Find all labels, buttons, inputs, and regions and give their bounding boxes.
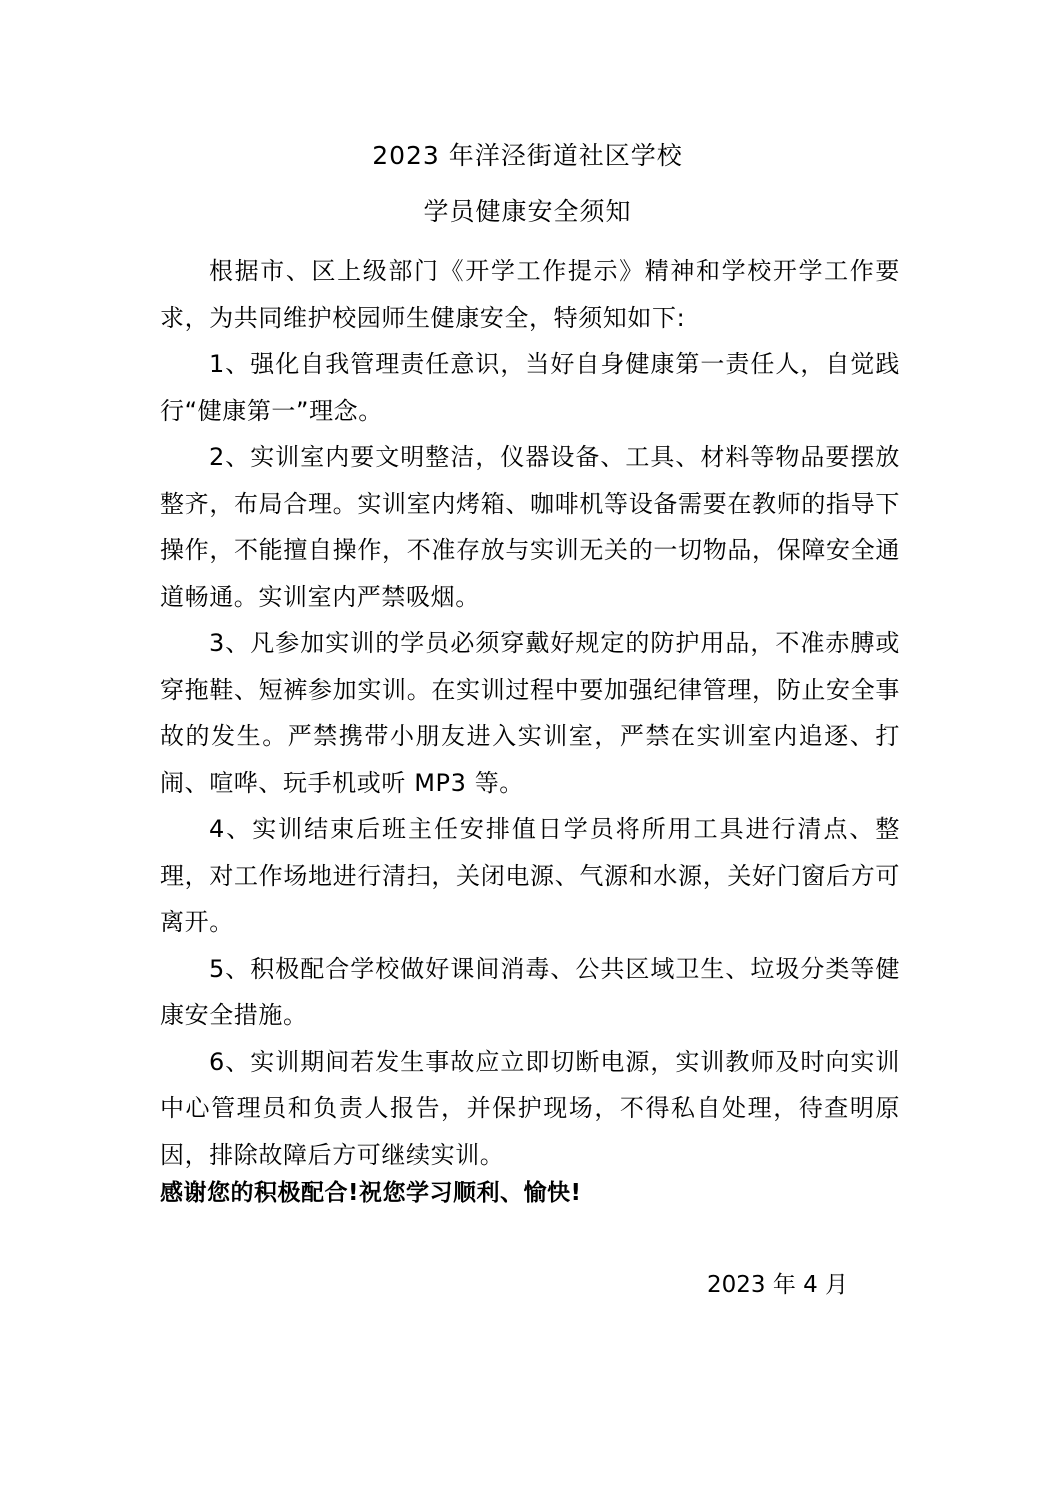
document-date: 2023 年 4 月 — [707, 1272, 849, 1298]
rule-paragraph-2: 2、实训室内要文明整洁，仪器设备、工具、材料等物品要摆放整齐，布局合理。实训室内烤箱、咖啡机等设备需要在教师的指导下操作，不能擅自操作，不准存放与实训无关的一切物品，保障安全通道畅通。实训室内严禁吸烟。 — [160, 443, 900, 611]
document-subtitle: 学员健康安全须知 — [423, 197, 632, 226]
rule-paragraph-6: 6、实训期间若发生事故应立即切断电源，实训教师及时向实训中心管理员和负责人报告，并保护现场，不得私自处理，待查明原因，排除故障后方可继续实训。 — [160, 1047, 900, 1169]
closing-remark: 感谢您的积极配合!祝您学习顺利、愉快! — [160, 1180, 582, 1206]
intro-paragraph: 根据市、区上级部门《开学工作提示》精神和学校开学工作要求，为共同维护校园师生健康安全，特须知如下: — [160, 257, 900, 332]
rule-paragraph-4: 4、实训结束后班主任安排值日学员将所用工具进行清点、整理，对工作场地进行清扫，关闭电源、气源和水源，关好门窗后方可离开。 — [160, 815, 900, 936]
rule-paragraph-3: 3、凡参加实训的学员必须穿戴好规定的防护用品，不准赤膊或穿拖鞋、短裤参加实训。在实训过程中要加强纪律管理，防止安全事故的发生。严禁携带小朋友进入实训室，严禁在实训室内追逐、打闹、喧哗、玩手机或听 MP3 等。 — [160, 629, 900, 797]
rule-paragraph-5: 5、积极配合学校做好课间消毒、公共区域卫生、垃圾分类等健康安全措施。 — [160, 954, 900, 1029]
document-body — [160, 248, 900, 1178]
rule-paragraph-1: 1、强化自我管理责任意识，当好自身健康第一责任人，自觉践行“健康第一”理念。 — [160, 350, 900, 425]
document-title: 2023 年洋泾街道社区学校 — [372, 141, 683, 170]
